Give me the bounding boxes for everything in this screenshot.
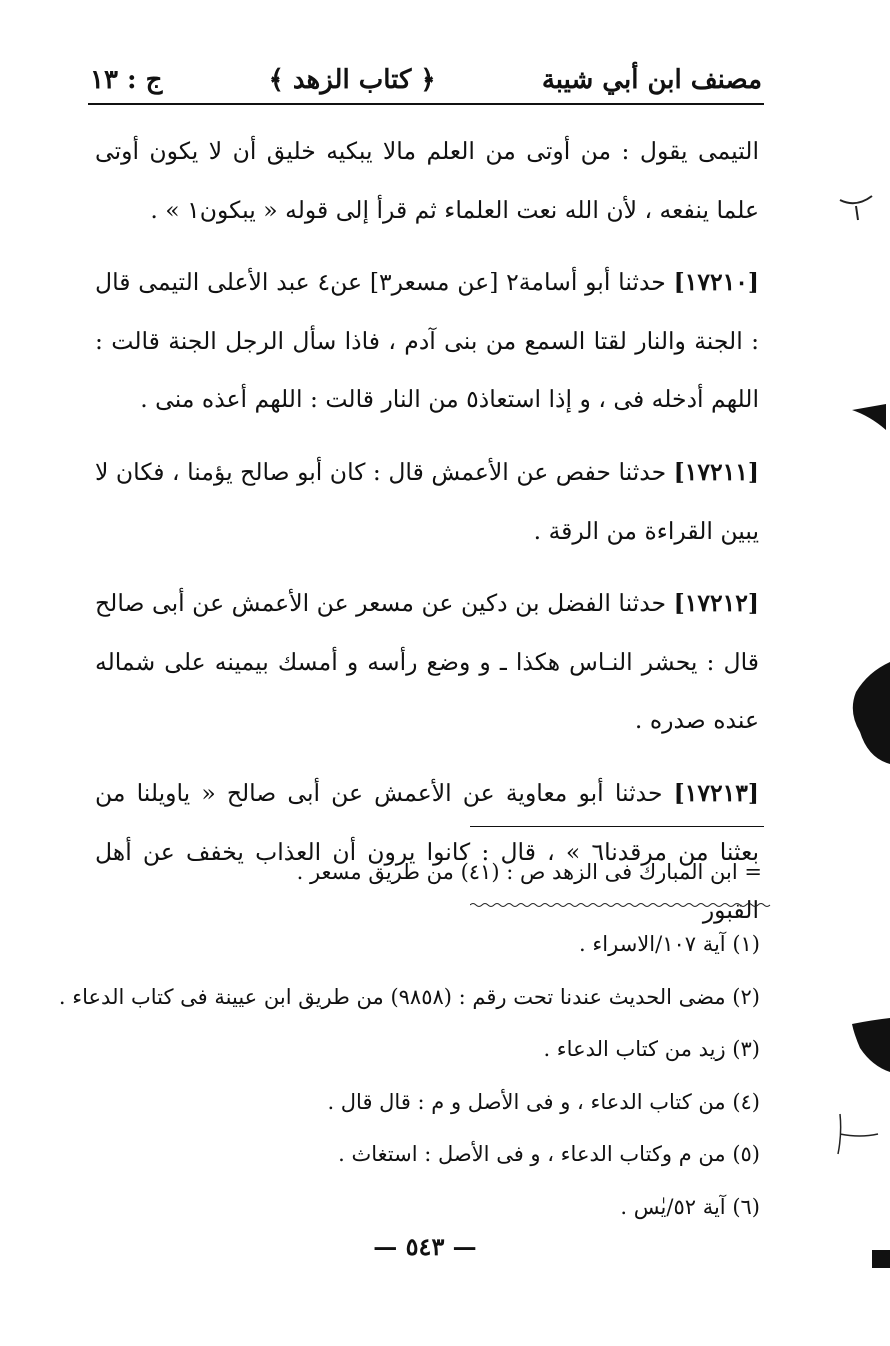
paragraph-text: حدثنا أبو أسامة٢ [عن مسعر٣] عن٤ عبد الأعلى التيمى قال : الجنة والنار لقتا السمع من بنى آدم ، فاذا سأل الرجل الجنة قالت : اللهم أدخله فى ، و إذا استعاذ٥ من النار قالت : اللهم أعذه منى . — [95, 268, 759, 414]
page-number: — ٥٤٣ — — [373, 1232, 477, 1261]
book-title: مصنف ابن أبي شيبة — [541, 65, 762, 95]
wavy-separator — [470, 902, 772, 908]
margin-mark — [872, 1248, 890, 1270]
footnote-carryover: = ابن المبارك فى الزهد ص : (٤١) من طريق مسعر . — [296, 860, 762, 884]
main-text — [95, 122, 759, 940]
running-header — [90, 58, 762, 102]
paragraph-text: حدثنا أبو معاوية عن الأعمش عن أبى صالح « ياويلنا من بعثنا من مرقدنا٦ » ، قال : كانوا يرون أن العذاب يخفف عن أهل القبور — [95, 778, 759, 925]
footnote-item: (٥) من م وكتاب الدعاء ، و فى الأصل : استغاث . — [338, 1142, 760, 1167]
hadith-number: [١٧٢١٠] — [673, 268, 759, 297]
header-rule — [88, 103, 764, 105]
hadith-paragraph — [95, 574, 759, 750]
footnote-separator — [470, 826, 764, 827]
paragraph-text: التيمى يقول : من أوتى من العلم مالا يبكيه خليق أن لا يكون أوتى علما ينفعه ، لأن الله نعت العلماء ثم قرأ إلى قوله « يبكون١ » . — [95, 137, 759, 224]
hadith-number: [١٧٢١١] — [673, 457, 759, 486]
margin-mark — [846, 662, 890, 764]
margin-mark — [838, 192, 874, 222]
footnote-item: (١) آية ١٠٧/الاسراء . — [579, 932, 760, 956]
paragraph-text: حدثنا الفضل بن دكين عن مسعر عن الأعمش عن أبى صالح قال : يحشر النـاس هكذا ـ و وضع رأسه و أمسك بيمينه على شماله عنده صدره . — [95, 589, 759, 735]
hadith-paragraph — [95, 253, 759, 429]
hadith-paragraph — [95, 443, 759, 560]
chapter-title: ﴿ كتاب الزهد ﴾ — [268, 65, 436, 95]
footnote-item: (٢) مضى الحديث عندنا تحت رقم : (٩٨٥٨) من طريق ابن عيينة فى كتاب الدعاء . — [58, 984, 760, 1009]
volume-number: ج : ١٣ — [90, 65, 163, 95]
footnote-item: (٦) آية ٥٢/يٰس . — [620, 1194, 760, 1219]
footnote-item: (٣) زيد من كتاب الدعاء . — [543, 1037, 760, 1062]
footnote-item: (٤) من كتاب الدعاء ، و فى الأصل و م : قال قال . — [327, 1089, 760, 1114]
margin-mark — [852, 1018, 890, 1072]
paragraph-continuation — [95, 122, 759, 239]
hadith-number: [١٧٢١٣] — [673, 778, 759, 807]
margin-mark — [852, 402, 886, 432]
hadith-number: [١٧٢١٢] — [673, 589, 759, 618]
paragraph-text: حدثنا حفص عن الأعمش قال : كان أبو صالح يؤمنا ، فكان لا يبين القراءة من الرقة . — [95, 457, 759, 545]
footnotes — [58, 918, 760, 1234]
margin-mark — [836, 1112, 880, 1156]
